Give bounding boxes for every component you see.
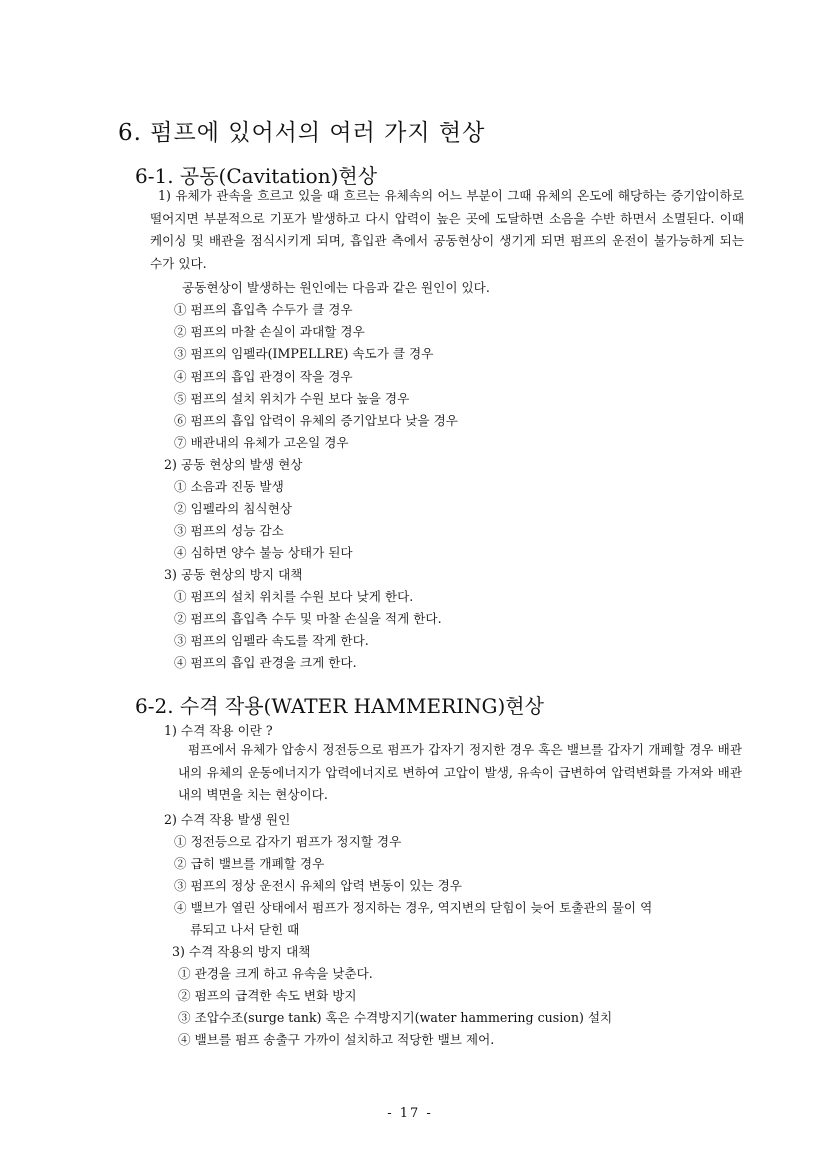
list-item: ③ 펌프의 임펠라 속도를 작게 한다.: [174, 633, 369, 648]
list-item: ① 관경을 크게 하고 유속을 낮춘다.: [178, 966, 373, 981]
subsection-title: 3) 수격 작용의 방지 대책: [172, 944, 311, 959]
list-item: ⑥ 펌프의 흡입 압력이 유체의 증기압보다 낮을 경우: [174, 413, 458, 428]
list-item: ④ 심하면 양수 불능 상태가 된다: [174, 545, 353, 560]
list-item: ① 정전등으로 갑자기 펌프가 정지할 경우: [174, 834, 402, 849]
list-item: ⑦ 배관내의 유체가 고온일 경우: [174, 435, 349, 450]
list-item: ③ 펌프의 성능 감소: [174, 523, 284, 538]
list-item: ③ 펌프의 임펠라(IMPELLRE) 속도가 클 경우: [174, 346, 434, 361]
list-item: ② 펌프의 급격한 속도 변화 방지: [178, 988, 357, 1003]
subsection-title: 2) 공동 현상의 발생 현상: [164, 457, 303, 472]
list-item: ① 펌프의 설치 위치를 수원 보다 낮게 한다.: [174, 589, 414, 604]
list-item: ④ 펌프의 흡입 관경을 크게 한다.: [174, 655, 357, 670]
list-item-continuation: 류되고 나서 닫힌 때: [190, 922, 300, 937]
water-hammering-definition-paragraph: 펌프에서 유체가 압송시 정전등으로 펌프가 갑자기 정지한 경우 혹은 밸브를 갑자기 개폐할 경우 배관내의 유체의 운동에너지가 압력에너지로 변하여 고압이 발생, 유속이 급변하여 압력변화를 가져와 배관내의 벽면을 치는 현상이다.: [178, 742, 742, 803]
list-item: ② 펌프의 마찰 손실이 과대할 경우: [174, 324, 365, 339]
section-heading-water-hammering: 6-2. 수격 작용(WATER HAMMERING)현상: [135, 694, 544, 718]
list-item: ② 임펠라의 침식현상: [174, 501, 292, 516]
list-item: ④ 펌프의 흡입 관경이 작을 경우: [174, 369, 353, 384]
list-item: ④ 밸브가 열린 상태에서 펌프가 정지하는 경우, 역지변의 닫힘이 늦어 토출관의 물이 역: [174, 900, 653, 915]
page-number: - 17 -: [387, 1106, 433, 1121]
cavitation-causes-intro: 공동현상이 발생하는 원인에는 다음과 같은 원인이 있다.: [182, 280, 490, 295]
subsection-title: 2) 수격 작용 발생 원인: [164, 812, 291, 827]
list-item: ① 펌프의 흡입측 수두가 클 경우: [174, 302, 353, 317]
list-item: ⑤ 펌프의 설치 위치가 수원 보다 높을 경우: [174, 391, 410, 406]
list-item: ② 급히 밸브를 개폐할 경우: [174, 856, 325, 871]
list-item: ③ 펌프의 정상 운전시 유체의 압력 변동이 있는 경우: [174, 878, 462, 893]
cavitation-definition-paragraph: 1) 유체가 관속을 흐르고 있을 때 흐르는 유체속의 어느 부분이 그때 유체의 온도에 해당하는 증기압이하로 떨어지면 부분적으로 기포가 발생하고 다시 압력이 높은 곳에 도달하면 소음을 수반 하면서 소멸된다. 이때 케이싱 및 배관을 점식시키게 되며, 흡입관 측에서 공동현상이 생기게 되면 펌프의 운전이 불가능하게 되는 수가 있다.: [150, 188, 744, 271]
list-item: ① 소음과 진동 발생: [174, 479, 284, 494]
list-item: ③ 조압수조(surge tank) 혹은 수격방지기(water hammering cusion) 설치: [178, 1010, 613, 1025]
list-item: ② 펌프의 흡입측 수두 및 마찰 손실을 적게 한다.: [174, 611, 442, 626]
section-heading-cavitation: 6-1. 공동(Cavitation)현상: [135, 164, 378, 188]
subsection-title: 3) 공동 현상의 방지 대책: [164, 567, 303, 582]
subsection-title: 1) 수격 작용 이란 ?: [164, 723, 273, 738]
list-item: ④ 밸브를 펌프 송출구 가까이 설치하고 적당한 밸브 제어.: [178, 1032, 495, 1047]
chapter-title: 6. 펌프에 있어서의 여러 가지 현상: [118, 120, 486, 146]
